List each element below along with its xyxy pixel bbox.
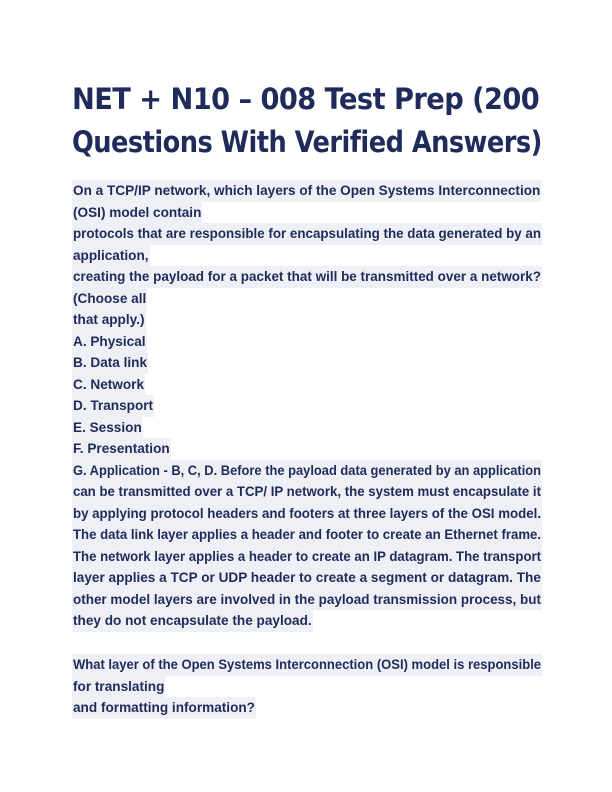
question-2-block bbox=[72, 654, 542, 719]
answer-explanation-line bbox=[72, 503, 542, 525]
answer-explanation-text: by applying protocol headers and footers at three layers of the OSI model. bbox=[72, 503, 542, 525]
answer-option-b bbox=[72, 352, 542, 374]
question-1-text: application, bbox=[72, 245, 150, 267]
answer-option-d bbox=[72, 395, 542, 417]
question-1-line bbox=[72, 288, 542, 310]
question-1-text: protocols that are responsible for encapsulating the data generated by an bbox=[72, 223, 542, 245]
answer-option-text: E. Session bbox=[72, 417, 143, 439]
question-1-text: (Choose all bbox=[72, 288, 147, 310]
question-2-text: What layer of the Open Systems Interconnection (OSI) model is responsible bbox=[72, 654, 542, 676]
answer-explanation-text: The network layer applies a header to create an IP datagram. The transport bbox=[72, 546, 542, 568]
answer-explanation-text: other model layers are involved in the payload transmission process, but bbox=[72, 589, 542, 611]
answer-option-a bbox=[72, 331, 542, 353]
answer-explanation-line bbox=[72, 481, 542, 503]
answer-explanation-line bbox=[72, 524, 542, 546]
question-1-line bbox=[72, 180, 542, 202]
question-2-text: for translating bbox=[72, 676, 165, 698]
document-title bbox=[72, 78, 542, 164]
answer-option-g-explanation bbox=[72, 460, 542, 482]
answer-explanation-line bbox=[72, 589, 542, 611]
question-1-line bbox=[72, 309, 542, 331]
answer-explanation-text: can be transmitted over a TCP/ IP network, the system must encapsulate it bbox=[72, 481, 542, 503]
answer-option-text: B. Data link bbox=[72, 352, 148, 374]
question-2-text: and formatting information? bbox=[72, 697, 256, 719]
question-1-line bbox=[72, 202, 542, 224]
question-1-text: creating the payload for a packet that will be transmitted over a network? bbox=[72, 266, 542, 288]
answer-explanation-text: The data link layer applies a header and footer to create an Ethernet frame. bbox=[72, 524, 542, 546]
answer-option-text: A. Physical bbox=[72, 331, 147, 353]
question-1-block bbox=[72, 180, 542, 632]
answer-option-f bbox=[72, 438, 542, 460]
question-1-text: that apply.) bbox=[72, 309, 146, 331]
answer-explanation-text: they do not encapsulate the payload. bbox=[72, 610, 313, 632]
question-2-line bbox=[72, 676, 542, 698]
answer-explanation-line bbox=[72, 546, 542, 568]
answer-explanation-line bbox=[72, 610, 542, 632]
answer-option-text: D. Transport bbox=[72, 395, 154, 417]
answer-option-e bbox=[72, 417, 542, 439]
title-line: Questions With Verified Answers) bbox=[72, 125, 542, 159]
question-2-line bbox=[72, 654, 542, 676]
question-2-line bbox=[72, 697, 542, 719]
answer-explanation-line bbox=[72, 567, 542, 589]
answer-option-c bbox=[72, 374, 542, 396]
answer-option-text: C. Network bbox=[72, 374, 145, 396]
question-1-line bbox=[72, 266, 542, 288]
question-1-line bbox=[72, 245, 542, 267]
answer-explanation-text: G. Application - B, C, D. Before the payload data generated by an application bbox=[72, 460, 542, 482]
answer-option-text: F. Presentation bbox=[72, 438, 171, 460]
question-1-text: (OSI) model contain bbox=[72, 202, 202, 224]
question-1-line bbox=[72, 223, 542, 245]
answer-explanation-text: layer applies a TCP or UDP header to create a segment or datagram. The bbox=[72, 567, 542, 589]
title-line: NET + N10 – 008 Test Prep (200 bbox=[72, 82, 540, 116]
question-1-text: On a TCP/IP network, which layers of the Open Systems Interconnection bbox=[72, 180, 541, 202]
